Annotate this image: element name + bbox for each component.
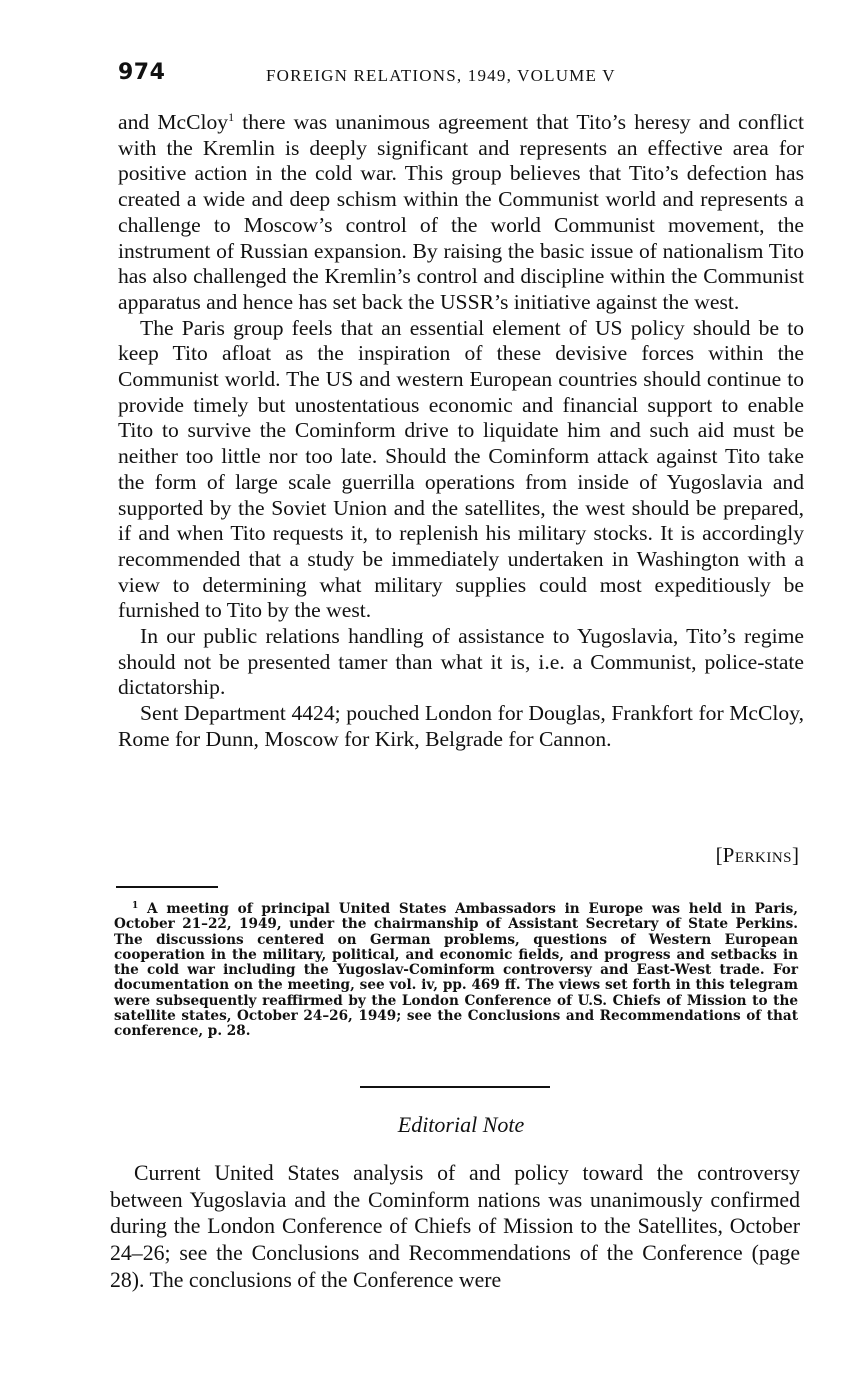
footnote-reference[interactable]: 1	[228, 110, 235, 124]
editorial-note-body	[110, 1160, 800, 1294]
paragraph-3: In our public relations handling of assistance to Yugoslavia, Tito’s regime should not be presented tamer than what it is, i.e. a Communist, police-state dictatorship.	[118, 624, 804, 700]
paragraph-2: The Paris group feels that an essential element of US policy should be to keep Tito afloat as the inspiration of these devisive forces within the Communist world. The US and western European countries should continue to provide timely but unostentatious economic and financial support to enable Tito to survive the Cominform drive to liquidate him and such aid must be neither too little nor too late. Should the Cominform attack against Tito take the form of large scale guerrilla operations from inside of Yugoslavia and supported by the Soviet Union and the satellites, the west should be prepared, if and when Tito requests it, to replenish his military stocks. It is accordingly recommended that a study be immediately undertaken in Washington with a view to determining what military supplies could most expeditiously be furnished to Tito by the west.	[118, 315, 804, 623]
editorial-note-paragraph: Current United States analysis of and policy toward the controversy between Yugoslavia and the Cominform nations was unanimously confirmed during the London Conference of Chiefs of Mission to the Satellites, October 24–26; see the Conclusions and Recommendations of the Conference (page 28). The conclusions of the Conference were	[110, 1161, 800, 1292]
paragraph-1-start: and McCloy	[118, 110, 229, 134]
footnote	[114, 902, 798, 1040]
footnote-text: A meeting of principal United States Ambassadors in Europe was held in Paris, October 21–22, 1949, under the chairmanship of Assistant Secretary of State Perkins. The discussions centered on German problems, questions of Western European cooperation in the military, political, and economic fields, and progress and setbacks in the cold war including the Yugoslav-Cominform controversy and East-West trade. For documentation on the meeting, see vol. iv, pp. 469 ff. The views set forth in this telegram were subsequently reaffirmed by the London Conference of U.S. Chiefs of Mission to the satellite states, October 24–26, 1949; see the Conclusions and Recommendations of that conference, p. 28.	[114, 901, 798, 1040]
paragraph-4: Sent Department 4424; pouched London for Douglas, Frankfort for McCloy, Rome for Dunn, Moscow for Kirk, Belgrade for Cannon.	[118, 701, 804, 751]
footnote-divider	[116, 886, 218, 888]
telegram-body	[118, 110, 804, 753]
page-number: 974	[118, 60, 166, 85]
signature: [Perkins]	[715, 843, 799, 867]
running-head: FOREIGN RELATIONS, 1949, VOLUME V	[266, 66, 616, 85]
paragraph-1-rest: there was unanimous agreement that Tito’s heresy and conflict with the Kremlin is deeply significant and represents an effective area for positive action in the cold war. This group believes that Tito’s defection has created a wide and deep schism within the Communist world and represents a challenge to Moscow’s control of the world Communist movement, the instrument of Russian expansion. By raising the basic issue of nationalism Tito has also challenged the Kremlin’s control and discipline within the Communist apparatus and hence has set back the USSR’s initiative against the west.	[118, 110, 804, 314]
section-divider	[360, 1086, 550, 1088]
page-header	[118, 60, 808, 100]
paragraph-1	[118, 110, 804, 316]
footnote-marker: 1	[132, 901, 139, 911]
signature-name: Perkins	[722, 843, 792, 867]
editorial-note-title: Editorial Note	[397, 1112, 525, 1137]
